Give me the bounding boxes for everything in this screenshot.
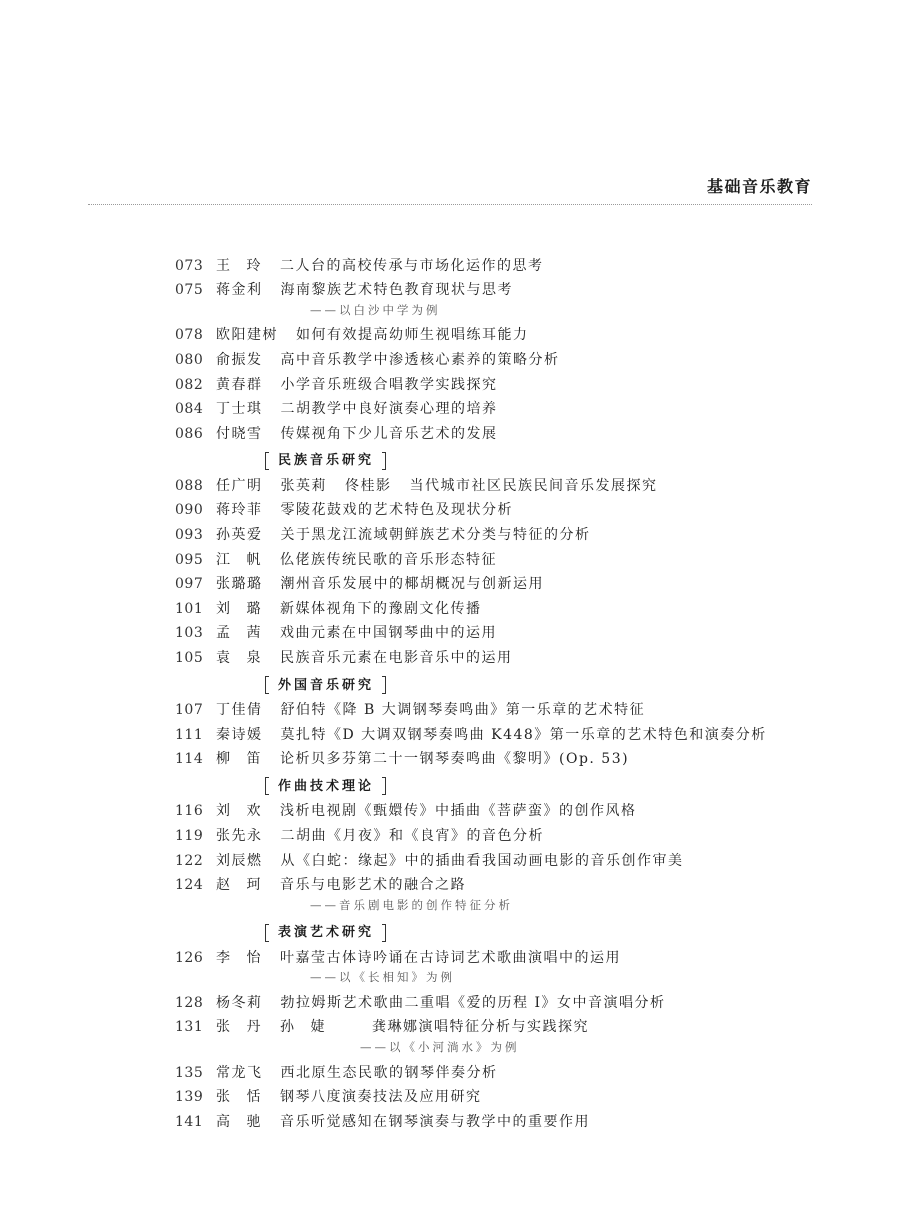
page-number: 128	[175, 994, 204, 1011]
article-title: 莫扎特《D 大调双钢琴奏鸣曲 K448》第一乐章的艺术特色和演奏分析	[280, 726, 767, 743]
bracket-left-mark	[265, 452, 269, 470]
header-dotted-rule	[88, 204, 812, 205]
author-list	[216, 474, 410, 499]
author-list	[216, 849, 281, 874]
section-heading-box	[265, 923, 386, 942]
article-title: 二胡曲《月夜》和《良宵》的音色分析	[280, 827, 544, 844]
author-name: 俞振发	[216, 351, 263, 368]
toc-subtitle-row	[175, 1040, 835, 1061]
page-number: 126	[175, 949, 204, 966]
toc-entry	[175, 1015, 835, 1040]
author-name: 张璐璐	[216, 576, 263, 593]
section-heading-label: 表演艺术研究	[278, 925, 375, 941]
page-number: 090	[175, 502, 204, 519]
author-name: 张先永	[216, 827, 263, 844]
section-heading	[175, 772, 835, 800]
article-title: 当代城市社区民族民间音乐发展探究	[409, 477, 658, 494]
toc-entry	[175, 873, 835, 898]
page-number: 116	[175, 803, 204, 820]
article-title: 高中音乐教学中渗透核心素养的策略分析	[280, 351, 560, 368]
bracket-left-mark	[265, 777, 269, 795]
page-number: 080	[175, 351, 204, 368]
article-title: 论析贝多芬第二十一钢琴奏鸣曲《黎明》(Op. 53)	[280, 751, 630, 768]
author-name: 江 帆	[216, 551, 262, 568]
article-title: 民族音乐元素在电影音乐中的运用	[280, 650, 513, 666]
toc-entry	[175, 698, 835, 723]
article-title: 音乐与电影艺术的融合之路	[280, 877, 466, 894]
page-number: 107	[175, 702, 204, 719]
section-heading-label: 外国音乐研究	[278, 677, 375, 693]
bracket-left-mark	[265, 924, 269, 942]
toc-entry	[175, 747, 835, 772]
author-name: 柳 笛	[216, 751, 262, 768]
page-number: 088	[175, 477, 204, 494]
page-number: 114	[175, 751, 204, 768]
page-number: 105	[175, 650, 204, 666]
article-title: 新媒体视角下的豫剧文化传播	[280, 600, 482, 617]
author-list	[216, 824, 281, 849]
author-name: 袁 泉	[216, 650, 262, 666]
toc-entry	[175, 621, 835, 646]
author-list	[216, 799, 280, 824]
author-name: 孟 茜	[216, 625, 262, 642]
author-list	[216, 646, 280, 671]
page-number: 095	[175, 551, 204, 568]
author-list	[216, 373, 281, 398]
toc-entry	[175, 723, 835, 748]
author-list	[216, 422, 281, 447]
article-title: 零陵花鼓戏的艺术特色及现状分析	[280, 502, 513, 519]
author-name: 王 玲	[216, 257, 262, 274]
toc-entry	[175, 646, 835, 671]
author-name: 李 怡	[216, 949, 262, 966]
section-heading-label: 作曲技术理论	[278, 778, 375, 794]
author-name: 欧阳建树	[216, 327, 278, 344]
author-name: 孙英爱	[216, 527, 263, 544]
section-heading	[175, 446, 835, 474]
author-list	[216, 523, 281, 548]
bracket-right-mark	[382, 924, 386, 942]
page-number: 101	[175, 600, 204, 617]
article-title: 从《白蛇：缘起》中的插曲看我国动画电影的音乐创作审美	[280, 852, 684, 869]
toc-entry	[175, 548, 835, 573]
article-title: 勃拉姆斯艺术歌曲二重唱《爱的历程 I》女中音演唱分析	[280, 994, 666, 1011]
page-number: 078	[175, 327, 204, 344]
author-list	[216, 946, 280, 971]
article-title: 如何有效提高幼师生视唱练耳能力	[296, 327, 529, 344]
author-name: 秦诗媛	[216, 726, 263, 743]
author-list	[216, 348, 281, 373]
author-name: 张 丹	[216, 1019, 262, 1036]
author-name: 丁佳倩	[216, 702, 263, 719]
toc-entry	[175, 849, 835, 874]
author-name: 张英莉	[280, 477, 327, 494]
author-name: 黄春群	[216, 376, 263, 393]
section-heading-label: 民族音乐研究	[278, 453, 375, 469]
page-number: 122	[175, 852, 204, 869]
author-list	[216, 498, 281, 523]
author-list	[216, 723, 281, 748]
author-list	[216, 1085, 280, 1110]
bracket-right-mark	[382, 676, 386, 694]
author-list	[216, 548, 280, 573]
article-subtitle: ——音乐剧电影的创作特征分析	[310, 897, 513, 912]
author-name: 高 驰	[216, 1113, 262, 1130]
toc-subtitle-row	[175, 303, 835, 324]
page-number: 086	[175, 425, 204, 442]
page-number: 073	[175, 257, 204, 274]
author-name: 付晓雪	[216, 425, 263, 442]
author-name: 蒋玲菲	[216, 502, 263, 519]
page-number: 135	[175, 1064, 204, 1081]
article-title: 传媒视角下少儿音乐艺术的发展	[280, 425, 498, 442]
author-name: 佟桂影	[345, 477, 392, 494]
page-number: 082	[175, 376, 204, 393]
toc-entry	[175, 323, 835, 348]
article-title: 龚琳娜演唱特征分析与实践探究	[372, 1019, 589, 1036]
article-subtitle: ——以白沙中学为例	[310, 302, 441, 317]
author-name: 刘 欢	[216, 803, 262, 820]
bracket-left-mark	[265, 676, 269, 694]
article-title: 钢琴八度演奏技法及应用研究	[280, 1089, 482, 1106]
author-name: 常龙飞	[216, 1064, 263, 1081]
author-name: 任广明	[216, 477, 263, 494]
author-name: 杨冬莉	[216, 994, 263, 1011]
toc-entry	[175, 991, 835, 1016]
toc-entry	[175, 1085, 835, 1110]
author-name: 丁士琪	[216, 401, 263, 418]
toc-subtitle-row	[175, 898, 835, 919]
author-list	[216, 698, 281, 723]
toc-entry	[175, 597, 835, 622]
author-list	[216, 621, 280, 646]
toc-entry	[175, 348, 835, 373]
toc-entry	[175, 946, 835, 971]
author-list	[216, 572, 281, 597]
article-title: 海南黎族艺术特色教育现状与思考	[280, 282, 513, 299]
author-list	[216, 278, 281, 303]
page-number: 075	[175, 282, 204, 299]
author-name: 张 恬	[216, 1089, 262, 1106]
article-subtitle: ——以《小河淌水》为例	[360, 1040, 520, 1055]
page-number: 103	[175, 625, 204, 642]
page-number: 119	[175, 827, 204, 844]
page-number: 139	[175, 1089, 204, 1106]
toc-subtitle-row	[175, 970, 835, 991]
author-list	[216, 1110, 280, 1135]
author-name: 蒋金利	[216, 282, 263, 299]
page-number: 141	[175, 1113, 204, 1130]
author-name: 刘辰燃	[216, 852, 263, 869]
article-title: 潮州音乐发展中的椰胡概况与创新运用	[280, 576, 544, 593]
toc-entry	[175, 373, 835, 398]
section-heading-box	[265, 451, 386, 470]
journal-running-head: 基础音乐教育	[706, 179, 812, 196]
toc-entry	[175, 278, 835, 303]
toc-entry	[175, 474, 835, 499]
toc-entry	[175, 523, 835, 548]
bracket-right-mark	[382, 777, 386, 795]
author-list	[216, 873, 280, 898]
section-heading-box	[265, 676, 386, 695]
article-subtitle: ——以《长相知》为例	[310, 970, 455, 985]
bracket-right-mark	[382, 452, 386, 470]
page-number: 111	[175, 726, 204, 743]
toc-entry	[175, 397, 835, 422]
author-list	[216, 323, 296, 348]
author-list	[216, 1015, 372, 1040]
page-number: 084	[175, 401, 204, 418]
article-title: 二胡教学中良好演奏心理的培养	[280, 401, 498, 418]
author-list	[216, 1061, 281, 1086]
toc-entry	[175, 1061, 835, 1086]
author-name: 赵 珂	[216, 877, 262, 894]
page-number: 131	[175, 1019, 204, 1036]
page-number: 097	[175, 576, 204, 593]
toc-entry	[175, 422, 835, 447]
article-title: 舒伯特《降 B 大调钢琴奏鸣曲》第一乐章的艺术特征	[280, 702, 646, 719]
article-title: 西北原生态民歌的钢琴伴奏分析	[280, 1064, 498, 1081]
page-number: 093	[175, 527, 204, 544]
author-list	[216, 597, 280, 622]
article-title: 小学音乐班级合唱教学实践探究	[280, 376, 498, 393]
article-title: 音乐听觉感知在钢琴演奏与教学中的重要作用	[280, 1113, 590, 1130]
author-list	[216, 747, 280, 772]
table-of-contents	[175, 254, 835, 1135]
section-heading	[175, 918, 835, 946]
toc-entry	[175, 572, 835, 597]
toc-entry	[175, 254, 835, 279]
article-title: 浅析电视剧《甄嬛传》中插曲《菩萨蛮》的创作风格	[280, 803, 637, 820]
article-title: 关于黑龙江流域朝鲜族艺术分类与特征的分析	[280, 527, 591, 544]
section-heading-box	[265, 777, 386, 796]
article-title: 仫佬族传统民歌的音乐形态特征	[280, 551, 497, 568]
article-title: 二人台的高校传承与市场化运作的思考	[280, 257, 544, 274]
page-number: 124	[175, 877, 204, 894]
section-heading	[175, 671, 835, 699]
article-title: 叶嘉莹古体诗吟诵在古诗词艺术歌曲演唱中的运用	[280, 949, 621, 966]
author-list	[216, 991, 281, 1016]
author-name: 孙 婕	[280, 1019, 326, 1036]
author-list	[216, 397, 281, 422]
toc-entry	[175, 824, 835, 849]
toc-entry	[175, 799, 835, 824]
author-name: 刘 璐	[216, 600, 262, 617]
toc-entry	[175, 1110, 835, 1135]
toc-entry	[175, 498, 835, 523]
article-title: 戏曲元素在中国钢琴曲中的运用	[280, 625, 497, 642]
author-list	[216, 254, 280, 279]
